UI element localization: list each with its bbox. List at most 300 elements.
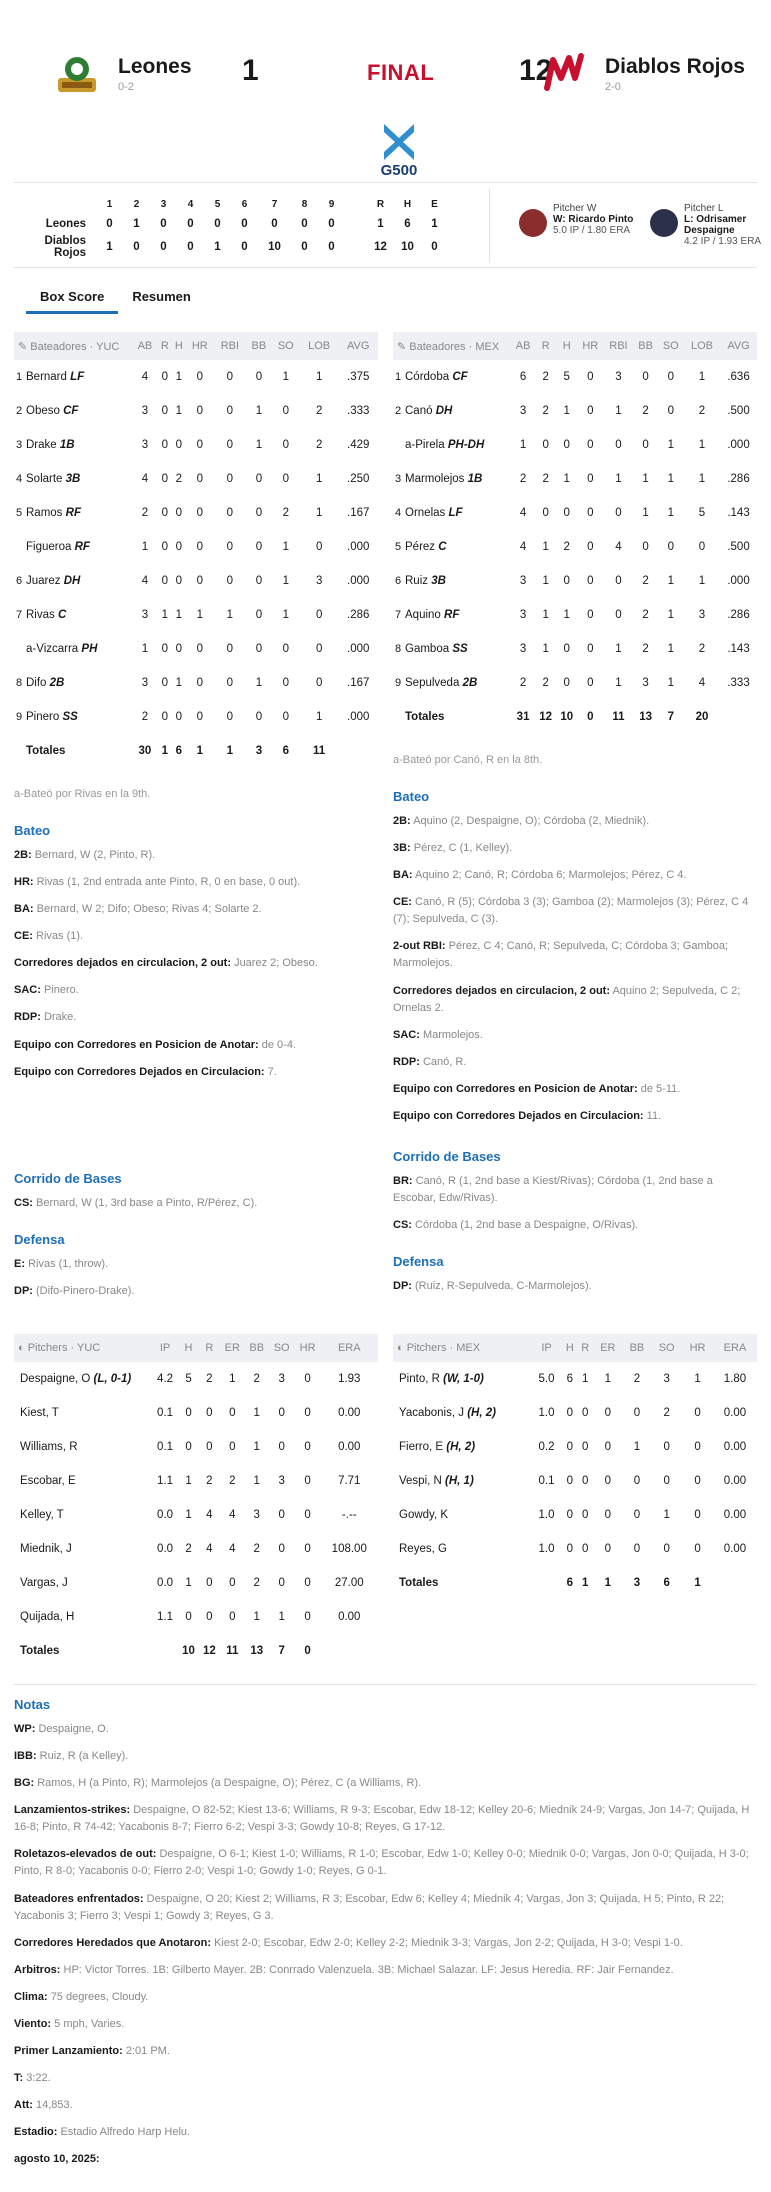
linescore <box>14 182 762 268</box>
stat-header[interactable]: BB <box>623 1334 652 1362</box>
stat-cell: .286 <box>347 609 370 621</box>
stat-cell: 0 <box>566 1543 573 1556</box>
stat-cell: 0 <box>229 1577 236 1590</box>
note-item <box>14 1989 757 2006</box>
pitcher-cell <box>393 1430 531 1464</box>
stat-cell: 0 <box>604 1509 612 1522</box>
stat-cell: 2 <box>185 1543 192 1556</box>
player-name[interactable]: Sepulveda <box>405 677 460 689</box>
note-item <box>14 1891 757 1925</box>
stat-cell: 2 <box>315 405 323 417</box>
totals-cell: 11 <box>313 745 326 757</box>
stat-cell: 0 <box>667 405 674 417</box>
note-key: SAC: <box>14 984 41 997</box>
note-item <box>14 874 378 891</box>
table-row <box>393 1430 757 1464</box>
note-value: Despaigne, O 20; Kiest 2; Williams, R 3; Escobar, Edw 6; Kelley 4; Miednik 4; Vargas, Jon 3; Quijada, H 5; Pinto, R 22; Yacabonis 3; Fierro 3; Vespi 1; Gowdy 3; Reyes, G 3. <box>14 1892 725 1922</box>
winning-pitcher-name: W: Ricardo Pinto <box>553 214 634 225</box>
note-key: BA: <box>14 903 34 916</box>
player-position: PH <box>81 643 98 655</box>
stat-header[interactable]: IP <box>531 1334 562 1362</box>
pitching-header-title <box>393 1334 531 1362</box>
stat-header[interactable]: BB <box>245 1334 269 1362</box>
table-row <box>14 1430 378 1464</box>
linescore-corner <box>14 195 96 213</box>
player-name[interactable]: Pinero <box>26 711 60 723</box>
tab-box-score[interactable]: Box Score <box>26 286 118 314</box>
stat-cell: 1 <box>255 439 263 451</box>
stat-cell: 2 <box>206 1373 213 1386</box>
losing-pitcher[interactable] <box>650 203 770 247</box>
player-name[interactable]: Solarte <box>26 473 63 485</box>
stat-cell: 0 <box>304 1611 311 1624</box>
bat-icon: ✎ <box>18 340 31 353</box>
stat-header[interactable]: HR <box>186 332 214 360</box>
stat-cell: 1 <box>563 473 570 485</box>
pitcher-cell <box>393 1532 531 1566</box>
player-name[interactable]: Obeso <box>26 405 60 417</box>
pitcher-name[interactable]: Despaigne, O <box>20 1373 91 1386</box>
stat-cell: 2 <box>542 677 549 689</box>
note-item <box>393 1108 757 1125</box>
totals-cell: 1 <box>582 1577 589 1590</box>
pitcher-name[interactable]: Reyes, G <box>399 1543 447 1556</box>
stat-cell: 0 <box>175 643 182 655</box>
pitcher-cell <box>14 1362 152 1396</box>
note-item <box>393 1027 757 1044</box>
rhe-value: 1 <box>377 218 384 230</box>
stat-header[interactable]: LOB <box>300 332 339 360</box>
stat-cell: 3 <box>698 609 706 621</box>
pitcher-name[interactable]: Gowdy, K <box>399 1509 448 1522</box>
note-item <box>14 928 378 945</box>
stat-cell: 0 <box>604 1407 612 1420</box>
linescore-row <box>14 235 448 259</box>
player-name[interactable]: Córdoba <box>405 371 450 383</box>
inning-header: 2 <box>133 198 140 210</box>
note-key: Roletazos-elevados de out: <box>14 1848 157 1861</box>
table-row <box>393 1532 757 1566</box>
stat-cell: 1 <box>315 371 323 383</box>
stat-cell: 0 <box>604 1543 612 1556</box>
stat-cell: 0 <box>278 1509 285 1522</box>
stat-cell: 0.00 <box>338 1611 361 1624</box>
pitcher-cell <box>14 1498 152 1532</box>
stat-cell: 0 <box>226 473 234 485</box>
stat-header[interactable]: HR <box>682 1334 713 1362</box>
player-name[interactable]: a-Vizcarra <box>26 643 79 655</box>
stat-cell: 0 <box>304 1407 311 1420</box>
stat-cell: 0 <box>226 677 234 689</box>
pitcher-name[interactable]: Quijada, H <box>20 1611 75 1624</box>
stat-header[interactable]: BB <box>246 332 272 360</box>
stat-header[interactable]: H <box>556 332 577 360</box>
player-position: RF <box>444 609 460 621</box>
stat-cell: 0 <box>255 609 263 621</box>
home-pitching-table <box>393 1334 757 1600</box>
note-key: 3B: <box>393 842 411 855</box>
stat-header[interactable]: AVG <box>339 332 379 360</box>
note-item <box>14 2043 757 2060</box>
table-row <box>14 1362 378 1396</box>
batting-order: 5 <box>16 507 23 519</box>
stat-header[interactable]: ER <box>593 1334 623 1362</box>
totals-cell <box>531 1566 562 1600</box>
stat-cell: 0 <box>642 541 649 553</box>
table-row <box>14 1396 378 1430</box>
stat-cell: 0 <box>304 1373 311 1386</box>
note-key: Equipo con Corredores Dejados en Circulacion: <box>14 1065 265 1078</box>
stat-cell: 0 <box>175 541 182 553</box>
batting-order: 8 <box>395 643 402 655</box>
stat-cell: 2 <box>542 371 549 383</box>
pitcher-name[interactable]: Miednik, J <box>20 1543 72 1556</box>
stat-header[interactable]: HR <box>295 1334 321 1362</box>
player-name[interactable]: Gamboa <box>405 643 450 655</box>
pitching-title: Pitchers · MEX <box>406 1342 481 1355</box>
stat-cell: 0 <box>161 439 169 451</box>
pitcher-name[interactable]: Yacabonis, J <box>399 1407 464 1420</box>
pitcher-decision: (H, 1) <box>445 1475 474 1488</box>
note-item <box>393 1278 757 1295</box>
note-value: 75 degrees, Cloudy. <box>50 1990 149 2003</box>
notes-section-title: Defensa <box>393 1254 444 1270</box>
stat-header[interactable]: SO <box>272 332 300 360</box>
stat-cell: 0 <box>282 643 289 655</box>
player-cell <box>393 666 511 700</box>
batting-order: 9 <box>395 677 402 689</box>
stat-cell: 1 <box>315 473 323 485</box>
table-row <box>393 632 757 666</box>
stat-cell: 3 <box>278 1373 285 1386</box>
pitcher-cell <box>393 1362 531 1396</box>
totals-cell: 1 <box>196 745 203 757</box>
batting-header-title <box>14 332 132 360</box>
stat-cell: 0.2 <box>538 1441 555 1454</box>
stat-cell: 0 <box>206 1611 213 1624</box>
stat-cell: 0 <box>663 1441 670 1454</box>
table-row <box>393 496 757 530</box>
player-name[interactable]: Ramos <box>26 507 63 519</box>
note-key: BA: <box>393 869 413 882</box>
player-name[interactable]: Difo <box>26 677 47 689</box>
stat-cell: 0 <box>282 439 289 451</box>
stat-cell: 3 <box>519 609 527 621</box>
table-row <box>14 700 378 734</box>
player-name[interactable]: Juarez <box>26 575 61 587</box>
pitcher-name[interactable]: Pinto, R <box>399 1373 440 1386</box>
stat-header[interactable]: ER <box>220 1334 245 1362</box>
batting-section <box>14 332 757 1310</box>
stat-cell: 0 <box>587 541 594 553</box>
inning-runs: 0 <box>301 241 308 253</box>
pitcher-name[interactable]: Escobar, E <box>20 1475 76 1488</box>
pitcher-cell <box>393 1498 531 1532</box>
stat-cell: 1 <box>615 473 622 485</box>
stat-cell: 1 <box>667 609 674 621</box>
batting-order: 1 <box>16 371 23 383</box>
stat-cell: 1.1 <box>157 1475 174 1488</box>
stat-cell: 0 <box>304 1509 311 1522</box>
stat-cell: 0 <box>563 643 570 655</box>
batting-order: 9 <box>16 711 23 723</box>
stat-header[interactable]: R <box>199 1334 220 1362</box>
note-item <box>14 1009 378 1026</box>
home-batting-footnote: a-Bateó por Canó, R en la 8th. <box>393 754 543 766</box>
totals-cell: 7 <box>667 711 674 723</box>
stat-cell: 0 <box>161 677 169 689</box>
totals-cell: 10 <box>182 1645 195 1658</box>
stat-cell: 3 <box>519 575 527 587</box>
totals-cell: 6 <box>175 745 182 757</box>
player-cell <box>393 360 511 394</box>
totals-label: Totales <box>399 1577 439 1590</box>
stat-header[interactable]: AVG <box>720 332 757 360</box>
linescore-team-name[interactable]: Diablos Rojos <box>44 235 86 259</box>
stat-cell: 0 <box>663 1475 670 1488</box>
stat-cell: 0 <box>255 643 263 655</box>
player-cell <box>14 530 132 564</box>
stat-cell: .333 <box>727 677 750 689</box>
player-name[interactable]: Canó <box>405 405 433 417</box>
note-key: DP: <box>393 1280 412 1293</box>
linescore-team-name[interactable]: Leones <box>45 218 86 230</box>
stat-cell: .286 <box>727 609 750 621</box>
table-row <box>14 1532 378 1566</box>
stat-header[interactable]: IP <box>152 1334 178 1362</box>
player-name[interactable]: Aquino <box>405 609 441 621</box>
stat-header[interactable]: RBI <box>214 332 246 360</box>
table-row <box>14 496 378 530</box>
totals-cell: 10 <box>560 711 574 723</box>
stat-cell: 2 <box>542 473 549 485</box>
notes-section-title: Defensa <box>14 1231 65 1247</box>
stat-cell: 2 <box>175 473 182 485</box>
stat-cell: 1 <box>141 643 149 655</box>
batting-order: 2 <box>395 405 402 417</box>
totals-cell: 1 <box>604 1577 612 1590</box>
stat-header[interactable]: AB <box>132 332 158 360</box>
stat-header[interactable]: SO <box>651 1334 682 1362</box>
stat-cell: .000 <box>347 541 370 553</box>
stat-cell: 0 <box>196 643 203 655</box>
note-value: Aquino 2; Sepulveda, C 2; Ornelas 2. <box>393 984 741 1014</box>
stat-cell: 0 <box>633 1475 641 1488</box>
stat-cell: 1.0 <box>538 1543 555 1556</box>
stat-header[interactable]: SO <box>269 1334 295 1362</box>
table-row <box>14 1600 378 1634</box>
stat-header[interactable]: H <box>172 332 186 360</box>
inning-runs: 1 <box>106 241 113 253</box>
table-row <box>14 530 378 564</box>
note-value: HP: Victor Torres. 1B: Gilberto Mayer. 2B: Conrrado Valenzuela. 3B: Michael Salazar. LF: Jesus Heredia. RF: Jair Fernandez. <box>63 1963 674 1976</box>
stat-cell: 0 <box>175 507 182 519</box>
player-cell <box>14 700 132 734</box>
totals-cell: 12 <box>202 1645 216 1658</box>
note-value: Kiest 2-0; Escobar, Edw 2-0; Kelley 2-2; Miednik 3-3; Vargas, Jon 2-2; Quijada, H 3-0; Vespi 1-0. <box>214 1936 683 1949</box>
stat-header[interactable]: R <box>158 332 172 360</box>
stat-cell: 1 <box>253 1611 260 1624</box>
losing-pitcher-name: L: Odrisamer Despaigne <box>684 214 747 236</box>
stat-cell: 1 <box>229 1373 236 1386</box>
stat-cell: 0 <box>278 1577 285 1590</box>
note-item <box>14 2016 757 2033</box>
stat-cell: 0.0 <box>157 1509 174 1522</box>
stat-cell: 3 <box>141 405 149 417</box>
stat-cell: 0 <box>663 1543 670 1556</box>
pitcher-name[interactable]: Kelley, T <box>20 1509 64 1522</box>
player-position: RF <box>74 541 90 553</box>
home-score: 12 <box>519 54 553 87</box>
notes-section-title: Bateo <box>393 789 430 805</box>
player-name[interactable]: Ruiz <box>405 575 429 587</box>
winning-pitcher[interactable] <box>519 203 633 237</box>
totals-cell <box>720 700 757 734</box>
player-name[interactable]: Bernard <box>26 371 67 383</box>
stat-cell: 3 <box>141 677 149 689</box>
table-row <box>14 632 378 666</box>
stat-cell: 1 <box>185 1509 192 1522</box>
pitcher-name[interactable]: Vargas, J <box>20 1577 68 1590</box>
player-name[interactable]: Rivas <box>26 609 55 621</box>
note-value: Bernard, W 2; Difo; Obeso; Rivas 4; Solarte 2. <box>36 903 262 916</box>
leones-logo-icon <box>54 52 100 96</box>
batting-order: 4 <box>395 507 402 519</box>
stat-cell: 1.93 <box>338 1373 361 1386</box>
stat-cell: 1 <box>175 371 182 383</box>
stat-cell: 0 <box>196 507 203 519</box>
player-name[interactable]: Figueroa <box>26 541 72 553</box>
stat-cell: 0 <box>278 1441 285 1454</box>
table-row <box>393 1362 757 1396</box>
player-cell <box>14 394 132 428</box>
inning-header: 6 <box>241 198 248 210</box>
stat-header[interactable]: H <box>562 1334 577 1362</box>
stat-cell: 2 <box>141 507 149 519</box>
away-batting <box>14 332 378 1310</box>
totals-cell: 11 <box>226 1645 239 1658</box>
note-item <box>14 955 378 972</box>
pitcher-cell <box>393 1396 531 1430</box>
pitcher-decision: (H, 2) <box>467 1407 496 1420</box>
note-value: Marmolejos. <box>422 1028 483 1041</box>
inning-header: 4 <box>187 198 194 210</box>
stat-cell: 1 <box>278 1611 285 1624</box>
totals-cell: 30 <box>138 745 152 757</box>
note-key: Lanzamientos-strikes: <box>14 1804 131 1817</box>
stat-cell: 1 <box>255 405 263 417</box>
away-team[interactable] <box>54 52 192 96</box>
stat-cell: 0 <box>694 1441 701 1454</box>
player-name[interactable]: Drake <box>26 439 57 451</box>
stat-cell: 0 <box>282 405 289 417</box>
table-row <box>14 666 378 700</box>
pitcher-name[interactable]: Fierro, E <box>399 1441 444 1454</box>
note-value: Canó, R (1, 2nd base a Kiest/Rivas); Córdoba (1, 2nd base a Escobar, Edw/Rivas). <box>393 1174 713 1204</box>
player-position: CF <box>452 371 468 383</box>
stat-header[interactable]: HR <box>577 332 603 360</box>
home-pitching <box>393 1334 757 1668</box>
bat-icon: ✎ <box>397 340 410 353</box>
stat-cell: .250 <box>347 473 370 485</box>
player-name[interactable]: Marmolejos <box>405 473 465 485</box>
stat-cell: 0.1 <box>157 1407 174 1420</box>
stat-cell: 0 <box>278 1543 285 1556</box>
stat-cell: 0 <box>282 473 289 485</box>
stat-cell: 1 <box>185 1577 192 1590</box>
stat-cell: 1.0 <box>538 1509 555 1522</box>
notes-section-title: Corrido de Bases <box>393 1148 501 1164</box>
note-key: CE: <box>393 896 412 909</box>
pitcher-name[interactable]: Kiest, T <box>20 1407 59 1420</box>
stat-header[interactable]: R <box>578 1334 593 1362</box>
stat-header[interactable]: SO <box>658 332 684 360</box>
stat-header[interactable]: ERA <box>713 1334 757 1362</box>
stat-cell: 5 <box>185 1373 192 1386</box>
stat-cell: 0 <box>582 1543 589 1556</box>
player-cell <box>393 496 511 530</box>
player-name[interactable]: Pérez <box>405 541 436 553</box>
stat-header[interactable]: R <box>535 332 556 360</box>
stat-cell: 0 <box>161 575 169 587</box>
stat-header[interactable]: RBI <box>603 332 633 360</box>
stat-cell: 2 <box>642 575 649 587</box>
note-value: Drake. <box>43 1011 77 1024</box>
note-item <box>393 867 757 884</box>
stat-cell: 1 <box>667 507 674 519</box>
stat-cell: .000 <box>347 711 370 723</box>
stat-cell: 0 <box>226 507 234 519</box>
stat-cell: .286 <box>727 473 750 485</box>
stat-cell: 1 <box>282 609 289 621</box>
stat-cell: 1 <box>563 405 570 417</box>
stat-cell: 1 <box>253 1475 260 1488</box>
table-row <box>14 394 378 428</box>
note-key: RDP: <box>14 1011 41 1024</box>
stat-cell: 0 <box>304 1475 311 1488</box>
linescore-gap <box>345 213 367 235</box>
stat-header[interactable]: ERA <box>321 1334 378 1362</box>
totals-cell: 11 <box>612 711 625 723</box>
stat-cell: 0 <box>226 405 234 417</box>
player-cell <box>14 496 132 530</box>
player-name[interactable]: a-Pirela <box>405 439 445 451</box>
stat-cell: 0 <box>587 439 594 451</box>
player-position: DH <box>435 405 453 417</box>
stat-header[interactable]: LOB <box>684 332 720 360</box>
stat-header[interactable]: H <box>178 1334 199 1362</box>
home-team[interactable] <box>541 52 745 96</box>
pitcher-name[interactable]: Vespi, N <box>399 1475 442 1488</box>
stat-cell: 3 <box>278 1475 285 1488</box>
note-key: Corredores Heredados que Anotaron: <box>14 1936 212 1949</box>
player-name[interactable]: Ornelas <box>405 507 446 519</box>
inning-runs: 0 <box>328 218 335 230</box>
tab-resumen[interactable]: Resumen <box>132 289 191 304</box>
inning-runs: 0 <box>241 218 248 230</box>
note-value: Despaigne, O. <box>38 1723 109 1736</box>
stat-cell: 0 <box>315 677 323 689</box>
stat-cell: .333 <box>347 405 370 417</box>
stat-header[interactable]: BB <box>634 332 658 360</box>
stat-header[interactable]: AB <box>511 332 535 360</box>
stat-cell: 1 <box>542 643 549 655</box>
pitcher-name[interactable]: Williams, R <box>20 1441 78 1454</box>
player-cell <box>393 462 511 496</box>
stat-cell: 0.00 <box>723 1441 747 1454</box>
player-position: 3B <box>65 473 81 485</box>
note-key: Corredores dejados en circulacion, 2 out: <box>14 957 231 970</box>
